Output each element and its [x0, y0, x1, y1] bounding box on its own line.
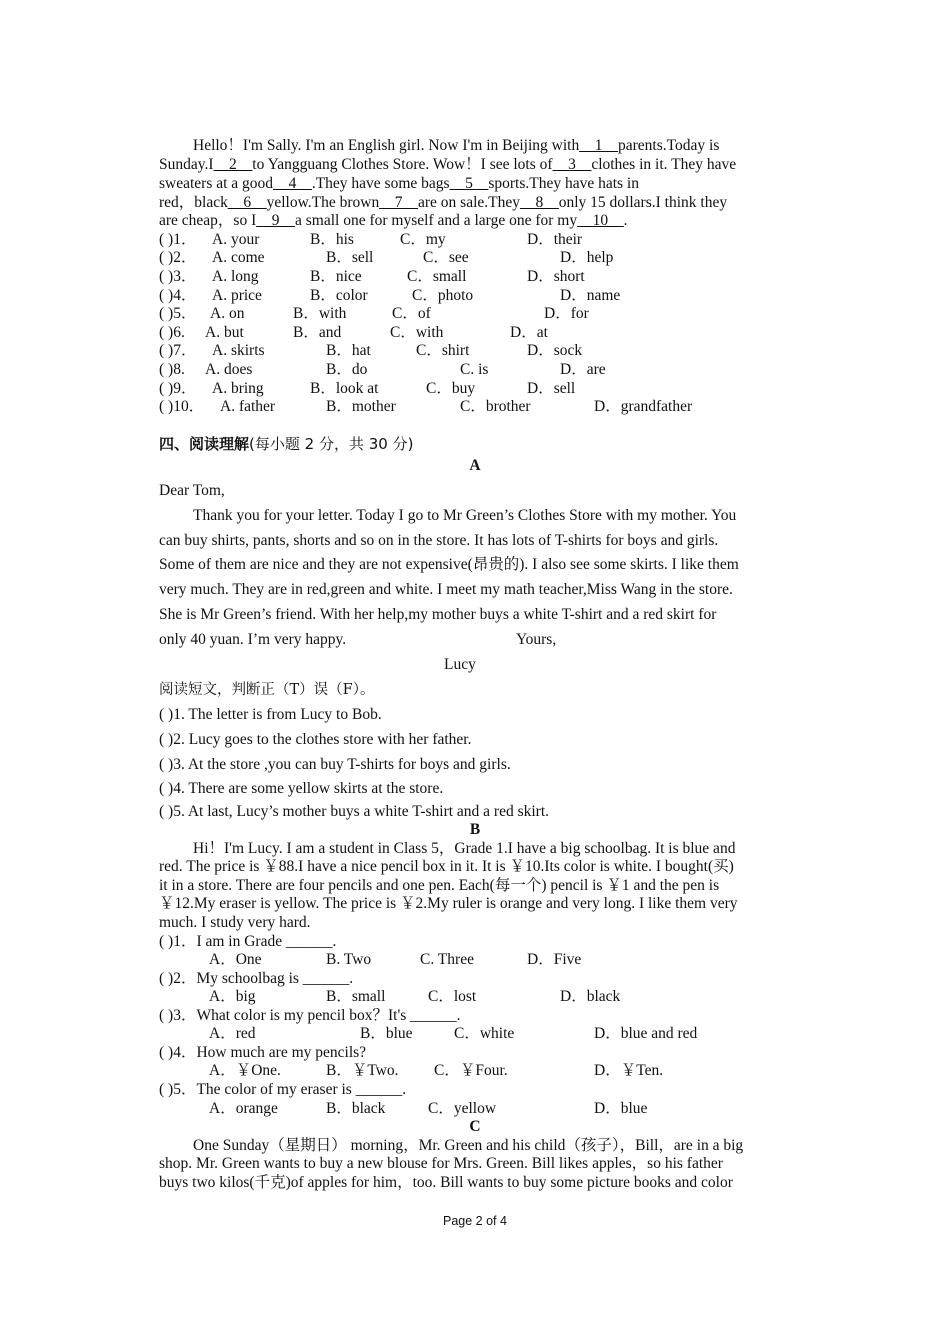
letter-signature: Lucy [444, 656, 476, 673]
passage-a-label: A [469, 457, 481, 474]
passage-a-line: She is Mr Green’s friend. With her help,my mother buys a white T-shirt and a red skirt for [159, 606, 717, 623]
passage-b-line: it in a store. There are four pencils and one pen. Each(每一个) pencil is ￥1 and the pen is [159, 877, 720, 894]
blank-10: __10__ [577, 212, 624, 229]
passage-b-line: much. I study very hard. [159, 914, 311, 931]
document-page: Hello！I'm Sally. I'm an English girl. Now I'm in Beijing with__1__parents.Today is Sunday.I__2__to Yangguang Clothes Store. Wow！I see lots of__3__clothes in it. They have sweaters at a good__4__.They have some bags__5__sports.They have hats in red，black__6__yellow.The brown__7__are on sale.They__8__only 15 dollars.I think they are cheap，so I__9__a small one for myself and a large one for my__10__. ( )1． A. your B．his C．my D．their ( )2． A. come B．sell C．see D．help ( )3． A. long B．nice C．small D．short ( )4． A. price B．color C．photo D．name ( )5． A. on B．with C．of D．for ( )6. A. but B．and C．with D．at ( )7． A. skirts B．hat C．shirt D．sock ( )8. A. does B．do C. is D．are ( )9． A. bring B．look at C．buy D．sell ( )10． A. father B．mother C．brother D．grandfather 四、阅读理解(每小题 2 分，共 30 分) A Dear Tom, Thank you for your letter. Today I go to Mr Green’s Clothes Store with my mother. You can buy shirts, pants, shorts and so on in the store. It has lots of T-shirts for boys and girls. Some of them are nice and they are not expensive(昂贵的). I also see some skirts. I like them very much. They are in red,green and white. I meet my math teacher,Miss Wang in the store. She is Mr Green’s friend. With her help,my mother buys a white T-shirt and a red skirt for only 40 yuan. I’m very happy. Yours, Lucy 阅读短文，判断正（T）误（F）。 ( )1. The letter is from Lucy to Bob. ( )2. Lucy goes to the clothes store with her father. ( )3. At the store ,you can buy T-shirts for boys and girls. ( )4. There are some yellow skirts at the store. ( )5. At last, Lucy’s mother buys a white T-shirt and a red skirt. B Hi！I'm Lucy. I am a student in Class 5，Grade 1.I have a big schoolbag. It is blue and red. The price is ￥88.I have a nice pencil box in it. It is ￥10.Its color is white. I bought(买) it in a store. There are four pencils and one pen. Each(每一个) pencil is ￥1 and the pen is ￥12.My eraser is yellow. The price is ￥2.My ruler is orange and very long. I like them very much. I study very hard. ( )1．I am in Grade ______. A．One B. Two C. Three D．Five ( )2．My schoolbag is ______. A．big B．small C．lost D．black ( )3．What color is my pencil box？It's ______. A．red B．blue C．white D．blue and red ( )4．How much are my pencils? A．￥One. B．￥Two. C．￥Four. D．￥Ten. ( )5．The color of my eraser is ______. A．orange B．black C．yellow D．blue C One Sunday（星期日） morning，Mr. Green and his child（孩子），Bill，are in a big shop. Mr. Green wants to buy a new blouse for Mrs. Green. Bill likes apples，so his father buys two kilos(千克)of apples for him，too. Bill wants to buy some picture books and color Page 2 of 4 [0, 0, 950, 1344]
blank-1: __1__ [579, 137, 618, 154]
tf-statement: ( )2. Lucy goes to the clothes store with her father. [159, 731, 472, 748]
blank-8: __8__ [520, 194, 559, 211]
passage-a-line: Some of them are nice and they are not expensive(昂贵的). I also see some skirts. I like them [159, 556, 739, 573]
tf-statement: ( )1. The letter is from Lucy to Bob. [159, 706, 382, 723]
blank-4: __4__ [273, 175, 312, 192]
blank-3: __3__ [552, 156, 592, 173]
tf-statement: ( )5. At last, Lucy’s mother buys a white T-shirt and a red skirt. [159, 803, 550, 820]
tf-statement: ( )4. There are some yellow skirts at the store. [159, 780, 444, 797]
blank-2: __2__ [213, 156, 253, 173]
passage-c-line: shop. Mr. Green wants to buy a new blouse for Mrs. Green. Bill likes apples，so his father [159, 1155, 723, 1172]
passage-a-line: Thank you for your letter. Today I go to Mr Green’s Clothes Store with my mother. You [193, 507, 737, 524]
passage-b-line: ￥12.My eraser is yellow. The price is ￥2.My ruler is orange and very long. I like them very [159, 895, 738, 912]
passage-a-line: only 40 yuan. I’m very happy. [159, 631, 347, 648]
tf-instruction: 阅读短文，判断正（T）误（F）。 [159, 682, 375, 698]
passage-c-line: One Sunday（星期日） morning，Mr. Green and his child（孩子），Bill，are in a big [193, 1137, 744, 1154]
letter-greeting: Dear Tom, [159, 482, 225, 499]
passage-b-label: B [469, 821, 481, 838]
passage-a-line: can buy shirts, pants, shorts and so on in the store. It has lots of T-shirts for boys and girls. [159, 532, 719, 549]
section-title: 四、阅读理解 [159, 435, 250, 453]
blank-9: __9__ [256, 212, 296, 229]
page-footer: Page 2 of 4 [443, 1214, 507, 1228]
blank-6: __6__ [227, 194, 267, 211]
cloze-line-1: Hello！I'm Sally. I'm an English girl. Now I'm in Beijing with__1__parents.Today is [193, 137, 720, 154]
letter-closing: Yours, [516, 631, 557, 648]
cloze-line-3: sweaters at a good__4__.They have some bags__5__sports.They have hats in [159, 175, 639, 192]
passage-c-line: buys two kilos(千克)of apples for him，too. Bill wants to buy some picture books and color [159, 1174, 733, 1191]
passage-a-line: very much. They are in red,green and white. I meet my math teacher,Miss Wang in the store. [159, 581, 733, 598]
section-note: (每小题 2 分，共 30 分) [249, 435, 414, 453]
passage-c-label: C [469, 1118, 481, 1135]
cloze-line-4: red，black__6__yellow.The brown__7__are on sale.They__8__only 15 dollars.I think they [159, 194, 728, 211]
passage-b-line: Hi！I'm Lucy. I am a student in Class 5，Grade 1.I have a big schoolbag. It is blue and [193, 840, 736, 857]
blank-7: __7__ [379, 194, 418, 211]
cloze-line-5: are cheap，so I__9__a small one for myself and a large one for my__10__. [159, 212, 628, 229]
tf-statement: ( )3. At the store ,you can buy T-shirts for boys and girls. [159, 756, 511, 773]
passage-b-line: red. The price is ￥88.I have a nice pencil box in it. It is ￥10.Its color is white. I bought(买) [159, 858, 734, 875]
blank-5: __5__ [449, 175, 489, 192]
section-heading [159, 435, 799, 454]
cloze-line-2: Sunday.I__2__to Yangguang Clothes Store. Wow！I see lots of__3__clothes in it. They have [159, 156, 737, 173]
